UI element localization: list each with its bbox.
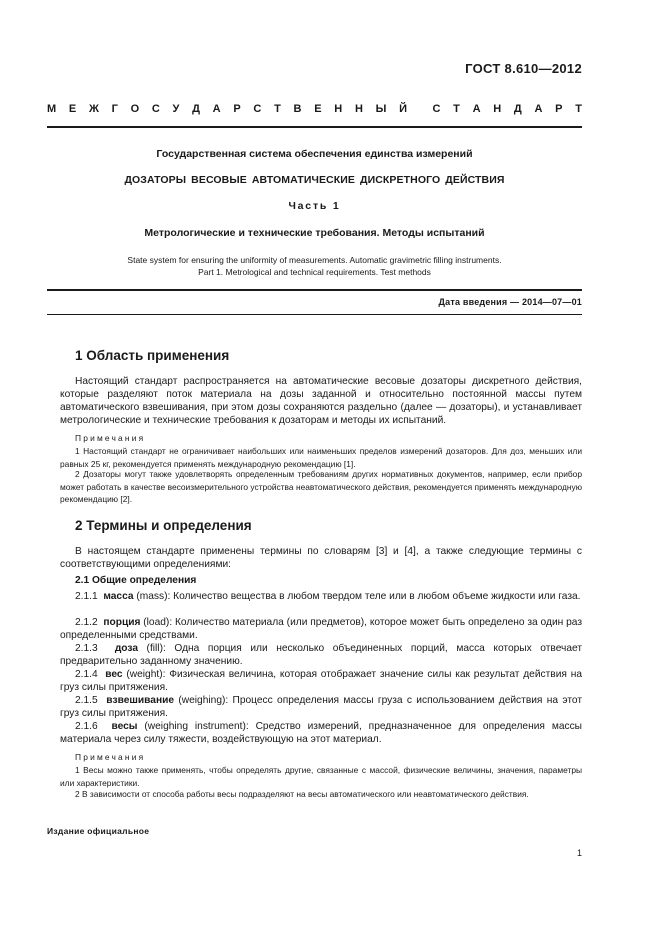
banner-letter: Т [453, 103, 460, 115]
banner-letter: М [47, 103, 57, 115]
term-word: доза [114, 643, 138, 654]
banner-letter: У [172, 103, 180, 115]
standard-code: ГОСТ 8.610—2012 [465, 61, 582, 76]
term-definition: (weighing instrument): Средство измерений, предназначенное для определения массы материала через силу тяжести, воздействующую на этот материал. [60, 721, 582, 745]
section2-subheading: 2.1 Общие определения [75, 575, 197, 586]
english-title-line1: State system for ensuring the uniformity of measurements. Automatic gravimetric filling instruments. [127, 255, 502, 265]
term-2-1-2 [60, 616, 582, 642]
term-definition: (weighing): Процесс определения массы груза с использованием действия на этот груз силы притяжения. [60, 695, 582, 719]
official-edition-label: Издание официальное [47, 826, 150, 836]
term-definition: (load): Количество материала (или предметов), которое может быть определено за один раз определенными средствами. [60, 617, 582, 641]
term-2-1-1 [60, 590, 582, 603]
section1-note1: 1 Настоящий стандарт не ограничивает наибольших или наименьших пределов измерений дозаторов. Для доз, меньших или равных 25 кг, рекомендуется применять международную рекомендацию [1]. [60, 446, 582, 469]
banner-letter: Д [192, 103, 200, 115]
section1-notes-label: Примечания [75, 433, 146, 443]
banner-letter: С [151, 103, 160, 115]
english-title-line2: Part 1. Metrological and technical requirements. Test methods [198, 267, 431, 277]
term-definition: (weight): Физическая величина, которая отображает значение силы как результат действия на груз силы притяжения. [60, 669, 582, 693]
part-title: Часть 1 [288, 200, 341, 212]
banner-letter: В [293, 103, 302, 115]
section2-note2: 2 В зависимости от способа работы весы подразделяют на весы автоматического или неавтоматического действия. [75, 789, 529, 799]
term-number: 2.1.5 [75, 695, 98, 706]
banner-letter: Р [233, 103, 241, 115]
banner-letter: Т [274, 103, 281, 115]
section2-note1: 1 Весы можно также применять, чтобы определять другие, связанные с массой, физические величины, значения, параметры или характеристики. [60, 765, 582, 788]
banner-letter: С [253, 103, 262, 115]
term-2-1-3 [60, 642, 582, 668]
term-word: взвешивание [106, 695, 175, 706]
banner-letter: С [432, 103, 441, 115]
term-word: вес [105, 669, 123, 680]
term-number: 2.1.6 [75, 721, 98, 732]
banner-letter: А [472, 103, 481, 115]
term-word: весы [111, 721, 138, 732]
banner-letter: Е [68, 103, 77, 115]
banner-letter: Ж [88, 103, 99, 115]
term-number: 2.1.3 [75, 643, 98, 654]
banner-letter: Н [354, 103, 363, 115]
section1-heading: 1 Область применения [75, 348, 230, 363]
section1-paragraph: Настоящий стандарт распространяется на автоматические весовые дозаторы дискретного действия, которые разделяют поток материала на дозы заданной и относительно постоянной массы путем автоматического взвешивания, при этом дозы сохраняются раздельно (далее — дозаторы), и устанавливает метрологические и технические требования к дозаторам и методы их испытаний. [60, 376, 582, 426]
term-2-1-6 [60, 720, 582, 746]
term-number: 2.1.2 [75, 617, 98, 628]
banner-letter: Т [575, 103, 582, 115]
title-rule [47, 289, 582, 291]
term-definition: (mass): Количество вещества в любом твердом теле или в любом объеме жидкости или газа. [133, 591, 581, 602]
banner-letter: Н [334, 103, 343, 115]
banner-letter: Н [493, 103, 502, 115]
banner-letter: Е [314, 103, 322, 115]
banner-letter: А [212, 103, 221, 115]
term-2-1-5 [60, 694, 582, 720]
term-2-1-4 [60, 668, 582, 694]
main-title: ДОЗАТОРЫ ВЕСОВЫЕ АВТОМАТИЧЕСКИЕ ДИСКРЕТНОГО ДЕЙСТВИЯ [124, 174, 505, 186]
section1-note2: 2 Дозаторы могут также удовлетворять определенным требованиям других нормативных документов, например, если прибор может работать в качестве весоизмерительного устройства неавтоматического действия, рекомендуется применять международную рекомендацию [2]. [60, 469, 582, 505]
term-number: 2.1.4 [75, 669, 98, 680]
term-number: 2.1.1 [75, 591, 98, 602]
section2-notes-label: Примечания [75, 752, 146, 762]
term-word: масса [103, 591, 134, 602]
term-word: порция [103, 617, 141, 628]
banner-letter: Г [111, 103, 118, 115]
banner-letter: Й [399, 103, 408, 115]
date-rule [47, 314, 582, 315]
introduction-date: Дата введения — 2014—07—01 [438, 297, 582, 307]
term-definition: (fill): Одна порция или несколько объединенных порций, масса которых отвечает предварительно заданному значению. [60, 643, 582, 667]
header-rule [47, 126, 582, 128]
subtitle: Метрологические и технические требования. Методы испытаний [144, 227, 485, 239]
banner-letter: Д [513, 103, 522, 115]
standard-type-banner [47, 103, 582, 115]
banner-letter: Ы [375, 103, 387, 115]
section2-heading: 2 Термины и определения [75, 518, 252, 533]
system-title: Государственная система обеспечения единства измерений [156, 148, 473, 160]
banner-letter: А [534, 103, 543, 115]
banner-letter: О [130, 103, 140, 115]
banner-letter: Р [555, 103, 563, 115]
section2-intro: В настоящем стандарте применены термины по словарям [3] и [4], а также следующие термины с соответствующими определениями: [60, 546, 582, 570]
page-number: 1 [576, 848, 582, 858]
